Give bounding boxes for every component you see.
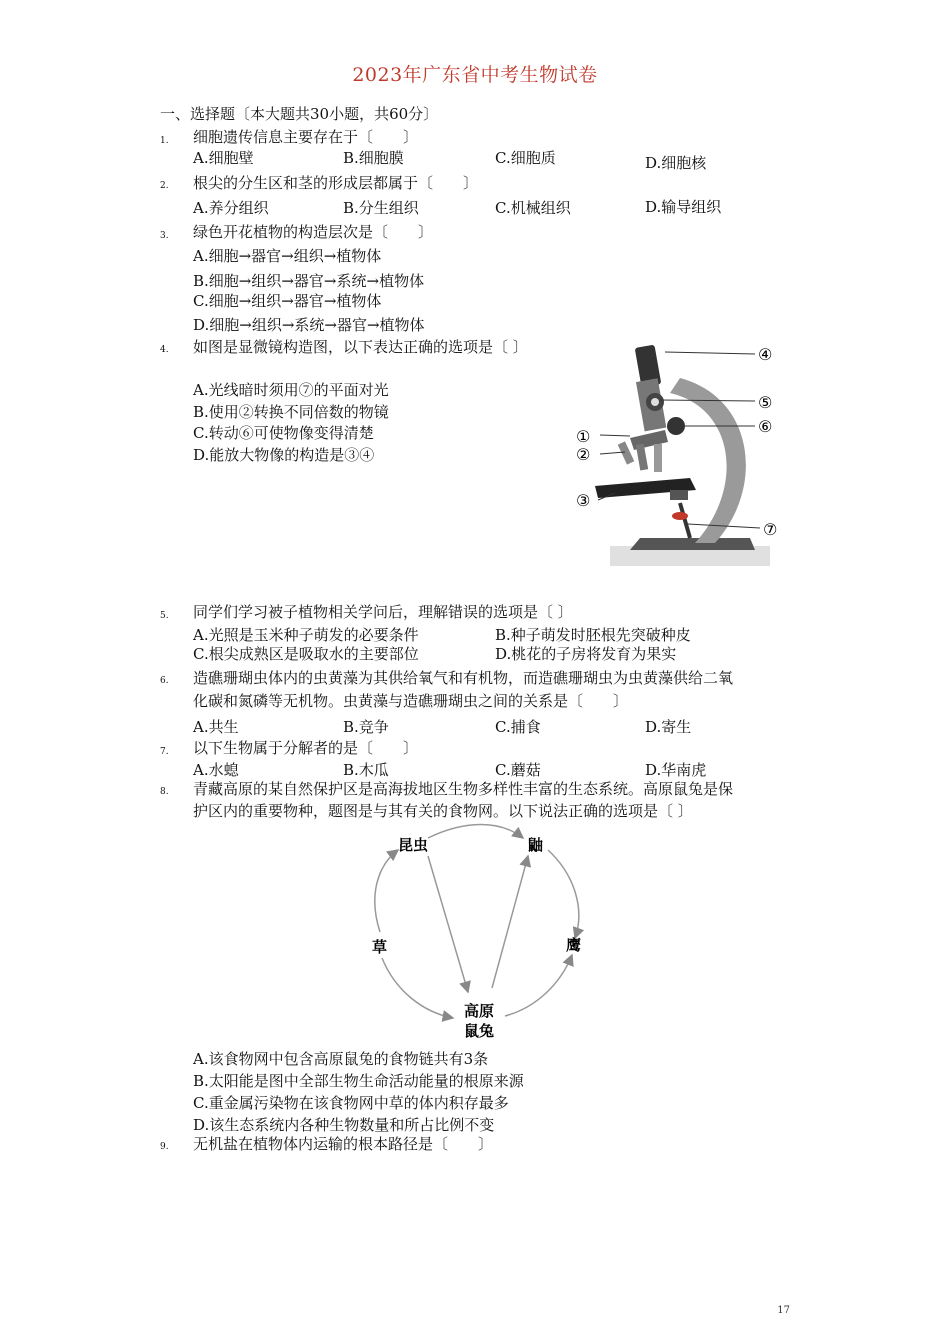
question-text: 细胞遗传信息主要存在于〔 〕 — [193, 128, 419, 146]
arrow-grass-pika — [382, 958, 453, 1018]
microscope-foot — [630, 538, 755, 550]
option-c: C.机械组织 — [495, 199, 571, 217]
option-d: D.桃花的子房将发育为果实 — [495, 645, 677, 663]
label-4: ④ — [758, 345, 773, 364]
option-b: B.种子萌发时胚根先突破种皮 — [495, 626, 691, 644]
option-a: A.光线暗时须用⑦的平面对光 — [193, 381, 389, 399]
fine-knob-shape — [667, 417, 685, 435]
section-heading: 一、选择题〔本大题共30小题，共60分〕 — [160, 105, 439, 123]
node-insect: 昆虫 — [398, 836, 429, 854]
question-text-line1: 青藏高原的某自然保护区是高海拔地区生物多样性丰富的生态系统。高原鼠兔是保 — [193, 780, 734, 798]
node-pika-line2: 鼠兔 — [464, 1022, 495, 1040]
option-a: A.该食物网中包含高原鼠兔的食物链共有3条 — [193, 1050, 489, 1068]
node-pika-line1: 高原 — [464, 1002, 495, 1020]
option-c: C.转动⑥可使物像变得清楚 — [193, 424, 374, 442]
question-text: 以下生物属于分解者的是〔 〕 — [193, 739, 419, 757]
question-number: 3. — [160, 231, 169, 241]
question-text: 如图是显微镜构造图，以下表达正确的选项是〔 〕 — [193, 338, 528, 356]
page-title: 2023年广东省中考生物试卷 — [352, 64, 598, 86]
option-c: C.细胞→组织→器官→植物体 — [193, 292, 382, 310]
option-d: D.华南虎 — [645, 761, 707, 779]
option-b: B.分生组织 — [343, 199, 419, 217]
option-a: A.水螅 — [193, 761, 239, 779]
option-c: C.根尖成熟区是吸取水的主要部位 — [193, 645, 419, 663]
arrow-insect-bird — [428, 825, 523, 839]
label-3: ③ — [576, 491, 591, 510]
node-grass: 草 — [372, 938, 388, 956]
option-d: D.输导组织 — [645, 198, 722, 216]
question-number: 9. — [160, 1142, 169, 1152]
option-c: C.捕食 — [495, 718, 541, 736]
question-number: 5. — [160, 611, 169, 621]
option-a: A.养分组织 — [193, 199, 269, 217]
option-c: C.蘑菇 — [495, 761, 541, 779]
question-text-line2: 化碳和氮磷等无机物。虫黄藻与造礁珊瑚虫之间的关系是〔 〕 — [193, 692, 629, 710]
option-b: B.细胞膜 — [343, 149, 404, 167]
page-number: 17 — [777, 1305, 790, 1316]
question-text-line2: 护区内的重要物种，题图是与其有关的食物网。以下说法正确的选项是〔 〕 — [193, 802, 693, 820]
option-d: D.细胞→组织→系统→器官→植物体 — [193, 316, 425, 334]
option-d: D.能放大物像的构造是③④ — [193, 446, 375, 464]
question-number: 1. — [160, 136, 169, 146]
option-d: D.寄生 — [645, 718, 692, 736]
option-a: A.细胞→器官→组织→植物体 — [193, 247, 382, 265]
question-text: 无机盐在植物体内运输的根本路径是〔 〕 — [193, 1135, 494, 1153]
question-text-line1: 造礁珊瑚虫体内的虫黄藻为其供给氧气和有机物，而造礁珊瑚虫为虫黄藻供给二氧 — [193, 669, 734, 687]
microscope-figure — [570, 338, 795, 570]
option-d: D.细胞核 — [645, 154, 707, 172]
label-5: ⑤ — [758, 393, 773, 412]
label-7: ⑦ — [763, 520, 778, 539]
option-c: C.细胞质 — [495, 149, 556, 167]
option-b: B.使用②转换不同倍数的物镜 — [193, 403, 389, 421]
label-6: ⑥ — [758, 417, 773, 436]
question-number: 8. — [160, 787, 169, 797]
option-a: A.细胞壁 — [193, 149, 254, 167]
question-text: 绿色开花植物的构造层次是〔 〕 — [193, 223, 434, 241]
option-b: B.木瓜 — [343, 761, 389, 779]
nosepiece-shape — [630, 430, 668, 450]
option-d: D.该生态系统内各种生物数量和所占比例不变 — [193, 1116, 495, 1134]
option-b: B.竞争 — [343, 718, 389, 736]
question-number: 7. — [160, 747, 169, 757]
option-c: C.重金属污染物在该食物网中草的体内积存最多 — [193, 1094, 509, 1112]
question-text: 根尖的分生区和茎的形成层都属于〔 〕 — [193, 174, 479, 192]
arrow-grass-insect — [375, 850, 398, 932]
food-web-diagram — [360, 820, 600, 1045]
option-b: B.太阳能是图中全部生物生命活动能量的根原来源 — [193, 1072, 524, 1090]
arrow-insect-pika — [428, 856, 468, 992]
question-text: 同学们学习被子植物相关学问后，理解错误的选项是〔 〕 — [193, 603, 573, 621]
label-1: ① — [576, 427, 591, 446]
mirror-shape — [672, 512, 688, 520]
option-a: A.共生 — [193, 718, 239, 736]
node-eagle: 鹰 — [566, 936, 582, 954]
question-number: 4. — [160, 345, 169, 355]
question-number: 6. — [160, 676, 169, 686]
label-2: ② — [576, 445, 591, 464]
arrow-pika-eagle — [505, 955, 572, 1016]
arrow-bird-eagle — [548, 850, 579, 938]
option-b: B.细胞→组织→器官→系统→植物体 — [193, 272, 425, 290]
question-number: 2. — [160, 181, 169, 191]
arrow-pika-bird — [492, 856, 528, 988]
node-bird: 鼬 — [528, 836, 544, 854]
option-a: A.光照是玉米种子萌发的必要条件 — [193, 626, 419, 644]
